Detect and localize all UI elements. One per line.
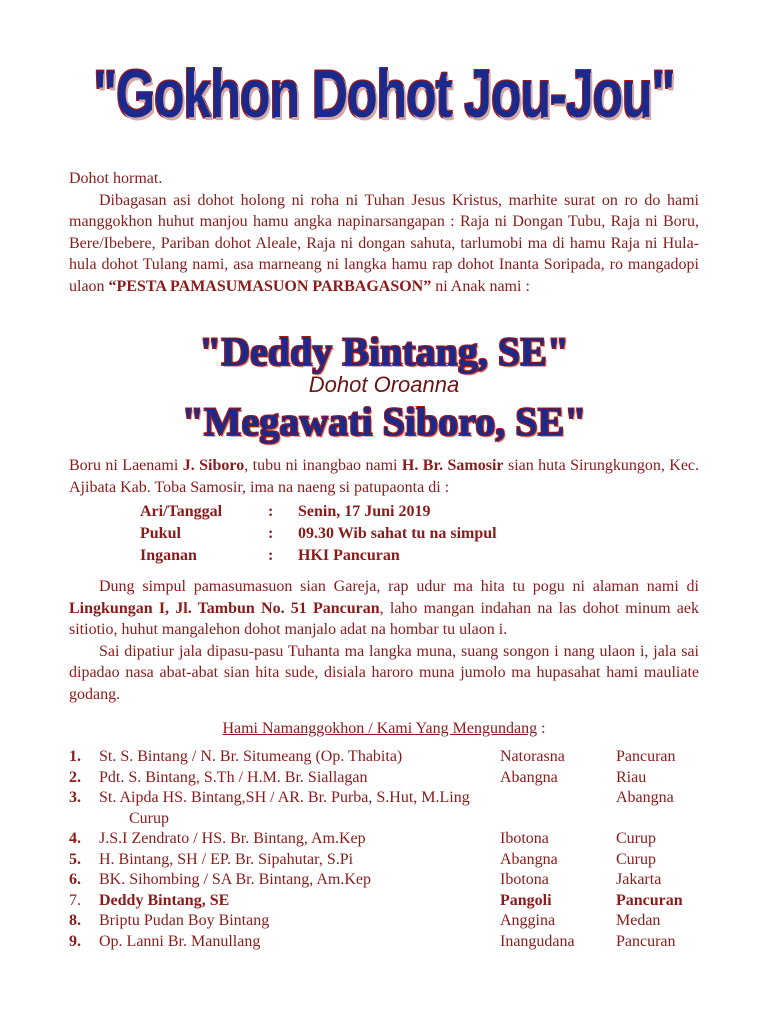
bride-name: "Megawati Siboro, SE" (181, 399, 587, 444)
signer-relation: Abangna (500, 768, 558, 786)
parents-text-3: sian huta Sirungkungon, Kec. Ajibata Kab. Toba Samosir, ima na naeng si patupaonta di : (69, 457, 700, 496)
parents-text-1: Boru ni Laenami (69, 457, 183, 474)
signer-num: 6. (69, 871, 81, 888)
signer-name: Op. Lanni Br. Manullang (99, 932, 261, 950)
signers-heading-text: Hami Namanggokhon / Kami Yang Mengundang (222, 720, 538, 737)
detail-row-place (140, 547, 497, 569)
detail-colon: : (268, 503, 274, 520)
signer-num: 4. (69, 830, 81, 847)
intro-tail: ni Anak nami : (431, 277, 530, 295)
reception-text-1: Dung simpul pamasumasuon sian Gareja, rap udur ma hita tu pogu ni alaman nami di (99, 578, 699, 595)
intro-text: Dibagasan asi dohot holong ni roha ni Tuhan Jesus Kristus, marhite surat on ro do hami manggokhon huhut manjou hamu angka napinarsangapan : Raja ni Dongan Tubu, Raja ni Boru, Bere/Ibebere, Pariban dohot Aleale, Raja ni dongan sahuta, tarlumobi ma di hamu Raja ni Hula-hula dohot Tulang nami, asa marneang ni langka hamu rap dohot Inanta Soripada, ro mangadopi ulaon (69, 191, 699, 295)
event-name: “PESTA PAMASUMASUON PARBAGASON” (108, 277, 432, 295)
signer-num: 9. (69, 932, 81, 950)
detail-label: Pukul (140, 525, 181, 542)
list-item (69, 748, 709, 769)
signer-place: Curup (616, 850, 656, 868)
intro-paragraph (69, 190, 699, 298)
signer-place: Pancuran (616, 932, 676, 950)
signer-num: 8. (69, 912, 81, 929)
signer-relation: Inangudana (500, 932, 575, 950)
signer-num: 1. (69, 748, 81, 765)
list-item (69, 912, 709, 933)
signer-name: J.S.I Zendrato / HS. Br. Bintang, Am.Kep (99, 830, 366, 847)
signer-name: BK. Sihombing / SA Br. Bintang, Am.Kep (99, 871, 372, 888)
signers-list (69, 748, 709, 953)
page-title: "Gokhon Dohot Jou-Jou" (93, 56, 675, 132)
signer-place: Pancuran (616, 891, 683, 909)
signer-relation: Pangoli (500, 891, 552, 909)
signer-place: Curup (616, 830, 656, 847)
invitation-intro (69, 168, 699, 297)
list-item (69, 830, 709, 851)
detail-label: Ari/Tanggal (140, 503, 223, 520)
reception-location: Lingkungan I, Jl. Tambun No. 51 Pancuran (69, 599, 380, 617)
signer-relation: Ibotona (500, 830, 549, 847)
list-item (69, 789, 709, 810)
detail-value: 09.30 Wib sahat tu na simpul (298, 525, 497, 542)
detail-value: HKI Pancuran (298, 547, 400, 564)
detail-row-date (140, 503, 497, 525)
list-item (69, 769, 709, 790)
list-item (69, 871, 709, 892)
detail-colon: : (268, 525, 274, 542)
signers-heading-colon: : (537, 720, 546, 737)
signer-place: Pancuran (616, 748, 676, 765)
detail-row-time (140, 525, 497, 547)
signer-place: Jakarta (616, 871, 662, 888)
dohot-oroanna: Dohot Oroanna (308, 372, 460, 397)
signer-relation: Abangna (500, 850, 558, 868)
list-item-continuation (69, 810, 709, 831)
parents-paragraph (69, 455, 699, 498)
signer-num: 7. (69, 891, 81, 909)
blessing-paragraph: Sai dipatiur jala dipasu-pasu Tuhanta ma langka muna, suang songon i nang ulaon i, jala sai dipadao nasa abat-abat sian hita sude, disiala haroro muna jumolo ma hupasahat hami mauliate godang. (69, 642, 699, 703)
detail-label: Inganan (140, 547, 197, 564)
list-item (69, 892, 709, 913)
reception-paragraph (69, 576, 699, 641)
groom-name: "Deddy Bintang, SE" (198, 329, 570, 374)
father-name: J. Siboro (182, 457, 245, 474)
signer-relation: Natorasna (500, 748, 565, 765)
event-details (140, 503, 497, 569)
signer-name: St. S. Bintang / N. Br. Situmeang (Op. Thabita) (99, 748, 403, 765)
signer-num: 5. (69, 850, 81, 868)
signer-continuation: Curup (129, 809, 169, 827)
signer-relation: Anggina (500, 912, 556, 929)
mother-name: H. Br. Samosir (401, 457, 504, 474)
closing-paragraphs (69, 576, 699, 705)
signer-place: Riau (616, 768, 647, 786)
signer-num: 2. (69, 768, 81, 786)
signer-relation: Ibotona (500, 871, 549, 888)
parents-text-2: , tubu ni inangbao nami (244, 457, 402, 474)
signer-num: 3. (69, 789, 81, 806)
greeting: Dohot hormat. (69, 170, 163, 187)
signer-name: Briptu Pudan Boy Bintang (99, 912, 270, 929)
list-item (69, 851, 709, 872)
list-item (69, 933, 709, 954)
signer-place: Abangna (616, 789, 674, 806)
signer-name: H. Bintang, SH / EP. Br. Sipahutar, S.Pi (99, 850, 354, 868)
detail-value: Senin, 17 Juni 2019 (298, 503, 431, 520)
signer-name: St. Aipda HS. Bintang,SH / AR. Br. Purba, S.Hut, M.Ling (99, 789, 470, 806)
signer-name: Pdt. S. Bintang, S.Th / H.M. Br. Siallagan (99, 768, 368, 786)
signers-heading (0, 720, 768, 738)
reception-text-2: , laho mangan indahan na las dohot minum aek sitiotio, huhut mangalehon dohot manjalo adat na hombar tu ulaon i. (69, 599, 699, 638)
detail-colon: : (268, 547, 274, 564)
signer-name: Deddy Bintang, SE (99, 891, 230, 909)
signer-place: Medan (616, 912, 661, 929)
